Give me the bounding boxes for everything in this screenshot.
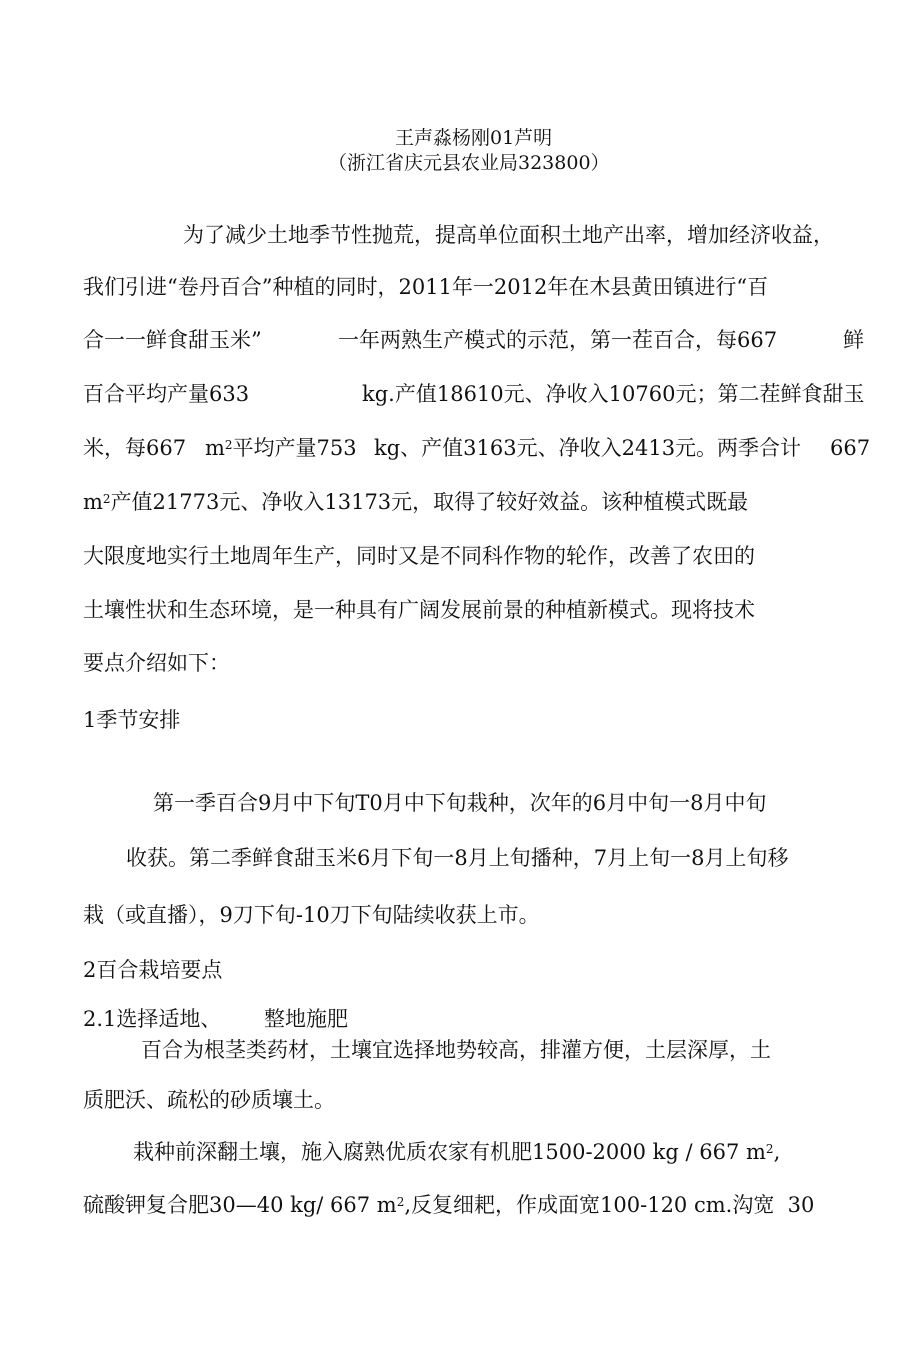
subsection-2-1-heading-part-1: 2.1选择适地、	[83, 1007, 222, 1031]
affiliation-line: （浙江省庆元县农业局323800）	[328, 152, 610, 174]
subsection-2-1-heading-part-2: 整地施肥	[264, 1007, 348, 1031]
paragraph-2-2-line-2-text: 硫酸钾复合肥30—40 kg/ 667 m	[83, 1193, 397, 1217]
intro-line-8: 土壤性状和生态环境，是一种具有广阔发展前景的种植新模式。现将技术	[83, 598, 755, 622]
intro-line-3-part-1: 合一一鲜食甜玉米”	[83, 328, 262, 352]
intro-line-5-part-2	[205, 435, 357, 461]
intro-line-3-part-3: 鲜	[843, 328, 864, 352]
intro-line-1: 为了减少土地季节性抛荒，提高单位面积土地产出率，增加经济收益，	[183, 223, 834, 247]
superscript-2: 2	[224, 438, 233, 452]
intro-line-6	[83, 489, 748, 515]
intro-line-3-part-2: 一年两熟生产模式的示范，第一茬百合，每667	[338, 328, 778, 352]
paragraph-2-1-line-2: 质肥沃、疏松的砂质壤土。	[83, 1088, 335, 1112]
paragraph-2-2-line-1-text: 栽种前深翻土壤，施入腐熟优质农家有机肥1500-2000 kg / 667 m	[133, 1140, 766, 1164]
intro-line-4-part-2: kg.产值18610元、净收入10760元；第二茬鲜食甜玉	[362, 382, 865, 406]
superscript-2: 2	[102, 492, 111, 506]
intro-line-9: 要点介绍如下：	[83, 651, 230, 675]
section-2-heading: 2百合栽培要点	[83, 958, 223, 982]
intro-line-7: 大限度地实行土地周年生产，同时又是不同科作物的轮作，改善了农田的	[83, 544, 755, 568]
intro-line-5-part-3: kg、产值3163元、净收入2413元。两季合计	[374, 436, 802, 460]
unit-m: m	[205, 436, 225, 460]
paragraph-2-1-line-1: 百合为根茎类药材，土壤宜选择地势较高，排灌方便，土层深厚，土	[141, 1038, 771, 1062]
intro-line-5-part-1: 米，每667	[83, 436, 187, 460]
intro-line-6-text: 产值21773元、净收入13173元，取得了较好效益。该种植模式既最	[110, 490, 749, 514]
section-1-heading: 1季节安排	[83, 708, 181, 732]
unit-m: m	[83, 490, 103, 514]
section-1-line-2: 收获。第二季鲜食甜玉米6月下旬一8月上旬播种，7月上旬一8月上旬移	[126, 846, 789, 870]
intro-line-4-part-1: 百合平均产量633	[83, 382, 250, 406]
paragraph-2-2-line-2	[83, 1192, 814, 1218]
superscript-2: 2	[396, 1195, 405, 1209]
comma: ,	[773, 1140, 781, 1164]
authors-line: 王声淼杨刚01芦明	[395, 127, 553, 149]
intro-line-5-text: 平均产量753	[232, 436, 357, 460]
intro-line-2: 我们引进“卷丹百合”种植的同时，2011年一2012年在木县黄田镇进行“百	[83, 275, 769, 299]
section-1-line-3: 栽（或直播），9刀下旬-10刀下旬陆续收获上市。	[83, 903, 540, 927]
superscript-2: 2	[765, 1142, 774, 1156]
intro-line-5-part-4: 667	[830, 436, 871, 460]
paragraph-2-2-line-2-rest: ,反复细耙，作成面宽100-120 cm.沟宽 30	[404, 1193, 815, 1217]
paragraph-2-2-line-1	[133, 1139, 780, 1165]
section-1-line-1: 第一季百合9月中下旬T0月中下旬栽种，次年的6月中旬一8月中旬	[153, 791, 767, 815]
